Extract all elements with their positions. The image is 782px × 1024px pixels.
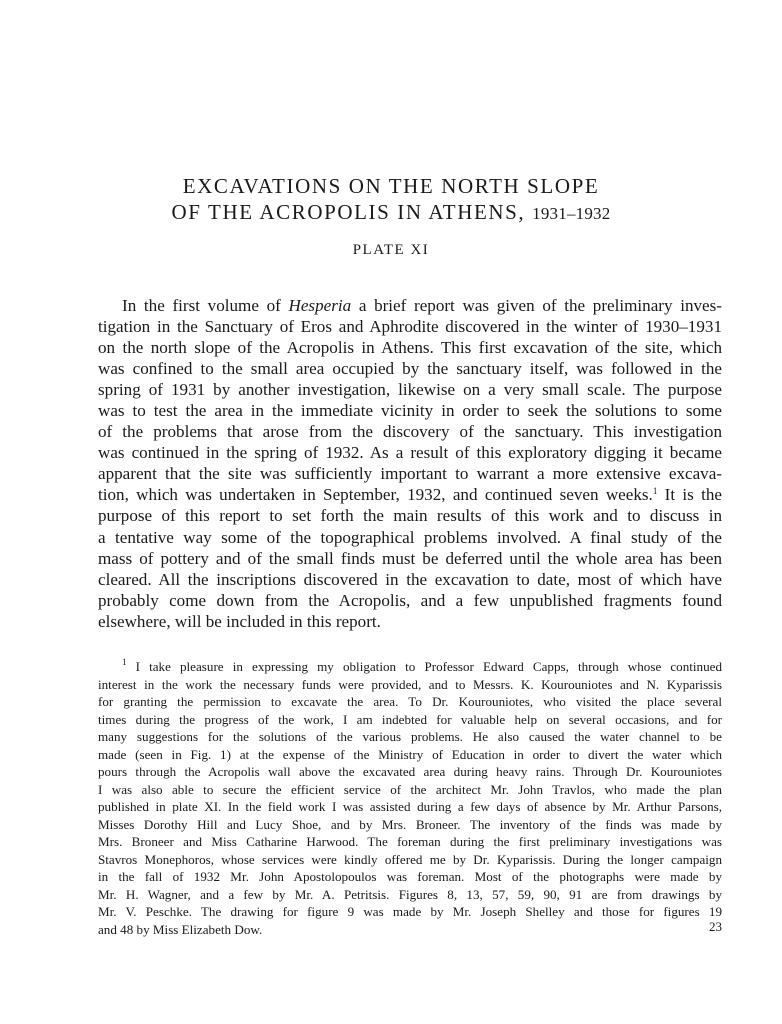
body-line: was to test the area in the immediate vicinity in order to seek the solutions to some (98, 401, 722, 421)
body-line: mass of pottery and of the small finds must be deferred until the whole area has been (98, 548, 722, 568)
body-line: tigation in the Sanctuary of Eros and Aphrodite discovered in the winter of 1930–1931 (98, 317, 722, 337)
title-years: 1931–1932 (532, 204, 611, 223)
journal-title: Hesperia (288, 296, 352, 315)
body-line: spring of 1931 by another investigation, likewise on a very small scale. The purpose (98, 380, 722, 400)
body-line: elsewhere, will be included in this report. (98, 611, 381, 631)
plate-reference: PLATE XI (352, 242, 430, 258)
body-line-text: tion, which was undertaken in September, 1932, and continued seven weeks. (98, 485, 653, 505)
body-paragraph (98, 295, 722, 632)
body-line-text: a brief report was given of the preliminary inves- (351, 296, 722, 315)
article-title-line-2 (0, 199, 782, 227)
footnote-line: in the fall of 1932 Mr. John Apostolopoulos was foreman. Most of the photographs were made by (98, 869, 722, 884)
page-number: 23 (709, 919, 722, 934)
footnote-marker: 1 (122, 658, 127, 667)
footnote-reference[interactable]: 1 (652, 486, 658, 497)
body-line: was continued in the spring of 1932. As a result of this exploratory digging it became (98, 443, 722, 463)
footnote-line: interest in the work the necessary funds were provided, and to Messrs. K. Kourouniotes and N. Kyparissis (98, 676, 722, 692)
footnote-line: published in plate XI. In the field work I was assisted during a few days of absence by Mr. Arthur Parsons, (98, 799, 722, 814)
body-line: a tentative way some of the topographical problems involved. A final study of the (98, 527, 722, 547)
body-line: probably come down from the Acropolis, and a few unpublished fragments found (98, 590, 722, 610)
footnote-line-text: I take pleasure in expressing my obligation to Professor Edward Capps, through whose continued (126, 659, 722, 674)
body-line: was confined to the small area occupied by the sanctuary itself, was followed in the (98, 359, 722, 379)
footnote-line: for granting the permission to excavate the area. To Dr. Kourouniotes, who visited the place several (98, 694, 722, 709)
footnote-line: Mrs. Broneer and Miss Catharine Harwood. The foreman during the first preliminary investigations was (98, 834, 722, 849)
body-line (98, 295, 722, 316)
footnote-line: times during the progress of the work, I am indebted for valuable help on several occasions, and for (98, 711, 722, 727)
body-line-text: It is the (657, 485, 722, 505)
footnote-line: made (seen in Fig. 1) at the expense of the Ministry of Education in order to divert the water which (98, 746, 722, 762)
title-text-2: OF THE ACROPOLIS IN ATHENS, (171, 200, 526, 224)
footnote-line: Stavros Monephoros, whose services were kindly offered me by Dr. Kyparissis. During the longer campaign (98, 851, 722, 867)
body-line: on the north slope of the Acropolis in Athens. This first excavation of the site, which (98, 338, 722, 358)
body-line: cleared. All the inscriptions discovered in the excavation to date, most of which have (98, 569, 722, 589)
body-line (98, 484, 722, 505)
footnote-line: Misses Dorothy Hill and Lucy Shoe, and by Mrs. Broneer. The inventory of the finds was made by (98, 816, 722, 832)
article-title-line-1 (0, 173, 782, 199)
footnote-line (98, 658, 722, 676)
footnote-line: Mr. V. Peschke. The drawing for figure 9 was made by Mr. Joseph Shelley and those for figures 19 (98, 904, 722, 919)
body-line: purpose of this report to set forth the main results of this work and to discuss in (98, 506, 722, 526)
footnote-block (98, 658, 722, 938)
footnote-line: pours through the Acropolis wall above the excavated area during heavy rains. Through Dr. Kourouniotes (98, 764, 722, 779)
title-text-1: EXCAVATIONS ON THE NORTH SLOPE (182, 174, 600, 198)
footnote-line: I was also able to secure the efficient service of the architect Mr. John Travlos, who made the plan (98, 781, 722, 797)
footnote-line: Mr. H. Wagner, and a few by Mr. A. Petritsis. Figures 8, 13, 57, 59, 90, 91 are from drawings by (98, 886, 722, 902)
body-line: of the problems that arose from the discovery of the sanctuary. This investigation (98, 422, 722, 442)
footnote-line: and 48 by Miss Elizabeth Dow. (98, 921, 263, 937)
body-line-text: In the first volume of (122, 296, 289, 315)
body-line: apparent that the site was sufficiently important to warrant a more extensive excava- (98, 464, 722, 484)
footnote-line: many suggestions for the solutions of the various problems. He also caused the water channel to be (98, 729, 722, 744)
